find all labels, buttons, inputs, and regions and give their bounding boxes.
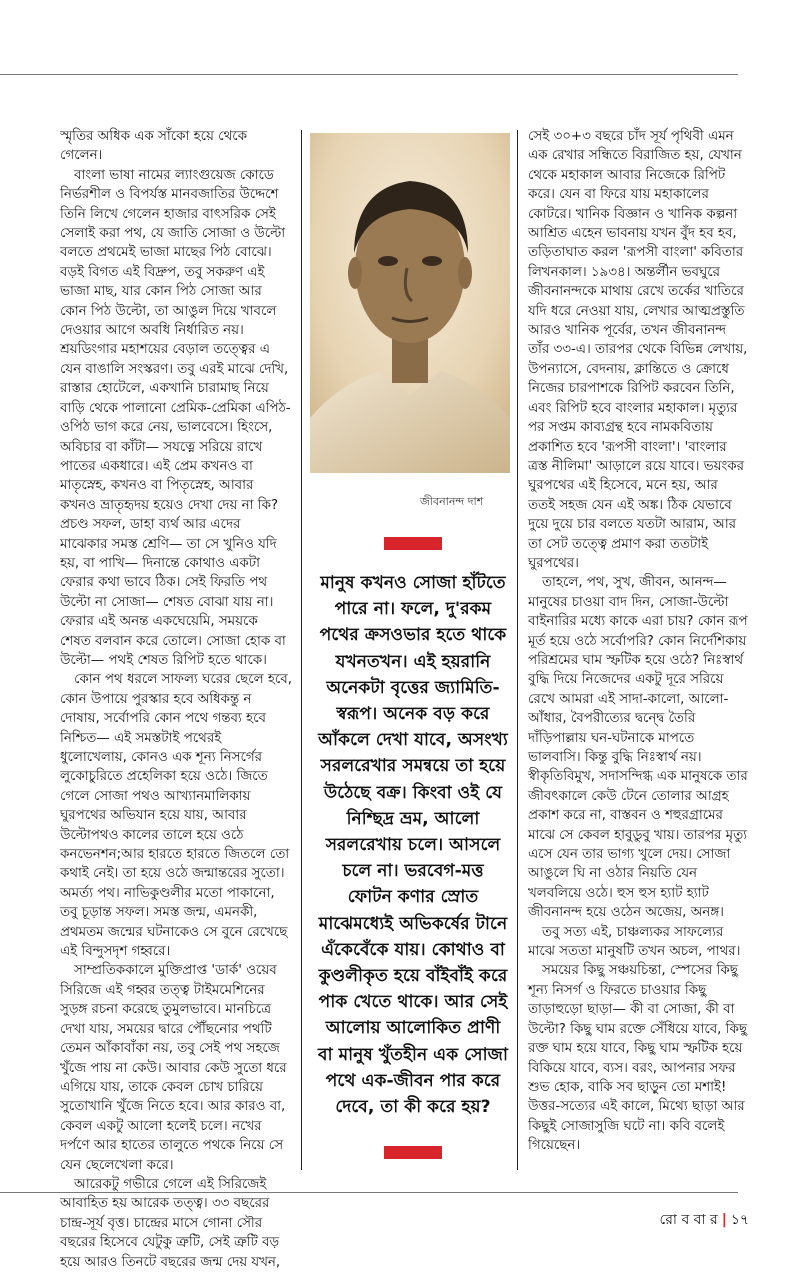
column-divider xyxy=(301,130,302,1170)
paragraph: তবু সত্য এই, চাঞ্চল্যকর সাফল্যের মাঝে সততা মানুষটি তখন অচল, পাথর। xyxy=(528,924,741,960)
paragraph: তাহলে, পথ, সুখ, জীবন, আনন্দ— মানুষের চাওয়া বাদ দিন, সোজা-উল্টো বাইনারির মধ্যে কাকে এরা চায়? কোন রূপ মূর্ত হয়ে ওঠে সর্বোপরি? কোন নির্দেশিকায় পরিশ্রমের ঘাম স্ফটিক হয়ে ওঠে? নিঃস্বার্থ বুদ্ধি দিয়ে নিজেদের একটু দূরে সরিয়ে রেখে আমরা এই সাদা-কালো, আলো-আঁধার, বৈপরীত্যের দ্বন্দ্বে তৈরি দাঁড়িপাল্লায় ঘন-ঘটনাকে মাপতে ভালবাসি। কিন্তু বুদ্ধি নিঃস্বার্থ নয়। স্বীকৃতিবিমুখ, সদাসন্দিগ্ধ এক মানুষকে তার জীবৎকালে কেউ টেনে তোলার আগ্রহ প্রকাশ করে না, বাস্তবন ও শহুরগ্রামের মাঝে সে কেবল হাবুডুবু খায়। তারপর মৃত্যু এসে যেন তার ভাগ্য খুলে দেয়। সোজা আঙুলে ঘি না ওঠার নিয়তি যেন খলবলিয়ে ওঠে। হুস হুস হ্যাট হ্যাট জীবনানন্দ হয়ে ওঠেন অজেয়, অনঙ্গ। xyxy=(528,575,748,921)
article-column-right xyxy=(528,127,748,1156)
portrait-photo xyxy=(310,133,510,473)
section-name: রো ব বা র xyxy=(659,1212,718,1228)
photo-caption: জীবনানন্দ দাশ xyxy=(420,495,484,508)
paragraph: সাম্প্রতিককালে মুক্তিপ্রাপ্ত 'ডার্ক' ওয়েব সিরিজে এই গহ্বর তত্ত্ব টাইমমেশিনের সুড়ঙ্গ রচনা করেছে তুমুলভাবে। মানচিত্রে দেখা যায়, সময়ের দ্বারে পৌঁছনোর পথটি তেমন আঁকাবাঁকা নয়, তবু সেই পথ সহজে খুঁজে পায় না কেউ। আবার কেউ সুতো ধরে এগিয়ে যায়, তাকে কেবল চোখ চারিয়ে সুতোখানি খুঁজে নিতে হবে। আর কারও বা, কেবল একটু আলো হলেই চলে। নখের দর্পণে আর হাতের তালুতে পথকে নিয়ে সে যেন ছেলেখেলা করে। xyxy=(60,963,287,1173)
top-rule xyxy=(0,74,738,75)
pull-quote: মানুষ কখনও সোজা হাঁটতে পারে না। ফলে, দু'রকম পথের ক্রসওভার হতে থাকে যখনতখন। এই হয়রানি অনেকটা বৃত্তের জ্যামিতি-স্বরূপ। অনেক বড় করে আঁকলে দেখা যাবে, অসংখ্য সরলরেখার সমন্বয়ে তা হয়ে উঠেছে বক্র। কিংবা ওই যে নিশ্ছিদ্র ভ্রম, আলো সরলরেখায় চলে। আসলে চলে না। ভরবেগ-মত্ত ফোটন কণার স্রোত মাঝেমধ্যেই অভিকর্ষের টানে এঁকেবেঁকে যায়। কোথাও বা কুণ্ডলীকৃত হয়ে বাঁইবাঁই করে পাক খেতে থাকে। আর সেই আলোয় আলোকিত প্রাণী বা মানুষ খুঁতহীন এক সোজা পথে এক-জীবন পার করে দেবে, তা কী করে হয়? xyxy=(318,573,508,1118)
bottom-rule xyxy=(0,1192,738,1193)
page-number: ১৭ xyxy=(730,1212,749,1228)
column-divider xyxy=(517,130,518,1170)
paragraph: আরেকটু গভীরে গেলে এই সিরিজেই আবাহিত হয় আরেক তত্ত্ব। ৩৩ বছরের চান্দ্র-সূর্য বৃত্ত। চান্দ্রের মাসে গোনা সৌর বছরের হিসেবে যেটুকু ত্রুটি, সেই ত্রুটি বড় হয়ে আরও তিনটে বছরের জন্ম দেয় যখন, xyxy=(60,1176,281,1270)
paragraph: বাংলা ভাষা নামের ল্যাংগুয়েজ কোডে নির্ভরশীল ও বিপর্যস্ত মানবজাতির উদ্দেশে তিনি লিখে গেলেন হাজার বাৎসরিক সেই সেলাই করা পথ, যে জাতি সোজা ও উল্টো বলতে প্রথমেই ভাজা মাছের পিঠ বোঝে। বড়ই বিগত এই বিদ্রুপ, তবু সকরুণ এই ভাজা মাছ, যার কোন পিঠ সোজা আর কোন পিঠ উল্টো, তা আঙুল দিয়ে খাবলে দেওয়ার আগে অবধি নির্ধারিত নয়। শ্রয়ডিংগার মহাশয়ের বেড়াল তত্ত্বের এ যেন বাঙালি সংস্করণ। তবু এরই মাঝে দেখি, রাস্তার হোটেলে, একখানি চারামাছ নিয়ে বাড়ি থেকে পালানো প্রেমিক-প্রেমিকা এপিঠ-ওপিঠ ভাগ করে নেয়, ভালবেসে। হিংসে, অবিচার বা কাঁটা— সযত্নে সরিয়ে রাখে পাতের একধারে। এই প্রেম কখনও বা মাতৃস্নেহ, কখনও বা পিতৃস্নেহ, আবার কখনও ভ্রাতৃহৃদয় হয়েও দেখা দেয় না কি? প্রচণ্ড সফল, ডাহা ব্যর্থ আর এদের মাঝেকার সমস্ত শ্রেণি— তা সে খুনিও যদি হয়, বা পাখি— দিনান্তে কোথাও একটা ফেরার কথা ভাবে ঠিক। সেই ফিরতি পথ উল্টো না সোজা— শেষত বোঝা যায় না। ফেরার এই অনন্ত একঘেয়েমি, সময়কে শেষত বলবান করে তোলে। সোজা হোক বা উল্টো— পথই শেষত রিপিট হতে থাকে। xyxy=(60,167,291,668)
page-footer xyxy=(660,1208,749,1232)
article-column-left xyxy=(60,127,292,1272)
accent-bar-top xyxy=(384,537,442,550)
accent-bar-bottom xyxy=(384,1146,442,1159)
footer-separator: | xyxy=(721,1212,727,1228)
paragraph: স্মৃতির অধিক এক সাঁকো হয়ে থেকে গেলেন। xyxy=(60,129,248,164)
paragraph: সময়ের কিছু সঞ্চয়চিন্তা, স্পেসের কিছু শূন্য নিসর্গ ও ফিরতে চাওয়ার কিছু তাড়াহুড়ো ছাড়া— কী বা সোজা, কী বা উল্টো? কিছু ঘাম রক্তে সেঁধিয়ে যাবে, কিছু রক্ত ঘাম হয়ে যাবে, কিছু ঘাম স্ফটিক হয়ে বিকিয়ে যাবে, ব্যস। বরং, আপনার সফর শুভ হোক, বাকি সব ছাড়ুন তো মশাই! উত্তর-সত্যের এই কালে, মিথ্যে ছাড়া আর কিছুই সোজাসুজি ঘটে না। কবি বলেই গিয়েছেন। xyxy=(528,963,747,1154)
paragraph: কোন পথ ধরলে সাফল্য ঘরের ছেলে হবে, কোন উপায়ে পুরস্কার হবে অধিকন্তু ন দোষায়, সর্বোপরি কোন পথে গন্তব্য হবে নিশ্চিত— এই সমস্তটাই পথেরই ধুলোখেলায়, কোনও এক শূন্য নিসর্গের লুকোচুরিতে প্রহেলিকা হয়ে ওঠে। জিতে গেলে সোজা পথও আখ্যানমালিকায় ঘুরপথের অভিযান হয়ে যায়, আবার উল্টোপথও কালের তালে হয়ে ওঠে কনভেনশন;আর হারতে হারতে জিতলে তো কথাই নেই। তা হয়ে ওঠে জন্মান্তরের সুতো। অমর্ত্য পথ। নাভিকুণ্ডলীর মতো পাকানো, তবু চূড়ান্ত সফল। সমস্ত জন্ম, এমনকী, প্রথমতম জন্মের ঘটনাকেও সে বুনে রেখেছে এই বিন্দুসদৃশ গহ্বরে। xyxy=(60,672,292,960)
paragraph: সেই ৩০+৩ বছরে চাঁদ সূর্য পৃথিবী এমন এক রেখার সন্ধিতে বিরাজিত হয়, যেখান থেকে মহাকাল আবার নিজেকে রিপিট করে। যেন বা ফিরে যায় মহাকালের কোটরে। খানিক বিজ্ঞান ও খানিক কল্পনা আশ্রিত এহেন ভাবনায় যখন বুঁদ হব হব, তড়িতাঘাত করল 'রূপসী বাংলা' কবিতার লিখনকাল। ১৯৩৪। অন্তর্লীন ভবঘুরে জীবনানন্দকে মাথায় রেখে তর্কের খাতিরে যদি ধরে নেওয়া যায়, লেখার আত্মপ্রস্তুতি আরও খানিক পূর্বের, তখন জীবনানন্দ তাঁর ৩৩-এ। তারপর থেকে বিভিন্ন লেখায়, উপন্যাসে, বেদনায়, ক্লান্তিতে ও ক্রোধে নিজের চারপাশকে রিপিট করবেন তিনি, এবং রিপিট হবে বাংলার মহাকাল। মৃত্যুর পর সপ্তম কাব্যগ্রন্থ হবে নামকবিতায় প্রকাশিত হবে 'রূপসী বাংলা'। 'বাংলার ত্রস্ত নীলিমা' আড়ালে রয়ে যাবে। ভয়ংকর ঘুরপথের এই হিসেবে, মনে হয়, আর ততই সহজ যেন এই অঙ্ক। ঠিক যেভাবে দুয়ে দুয়ে চার বলতে যতটা আরাম, আর তা সেট তত্ত্বে প্রমাণ করা ততটাই ঘুরপথের। xyxy=(528,129,748,571)
